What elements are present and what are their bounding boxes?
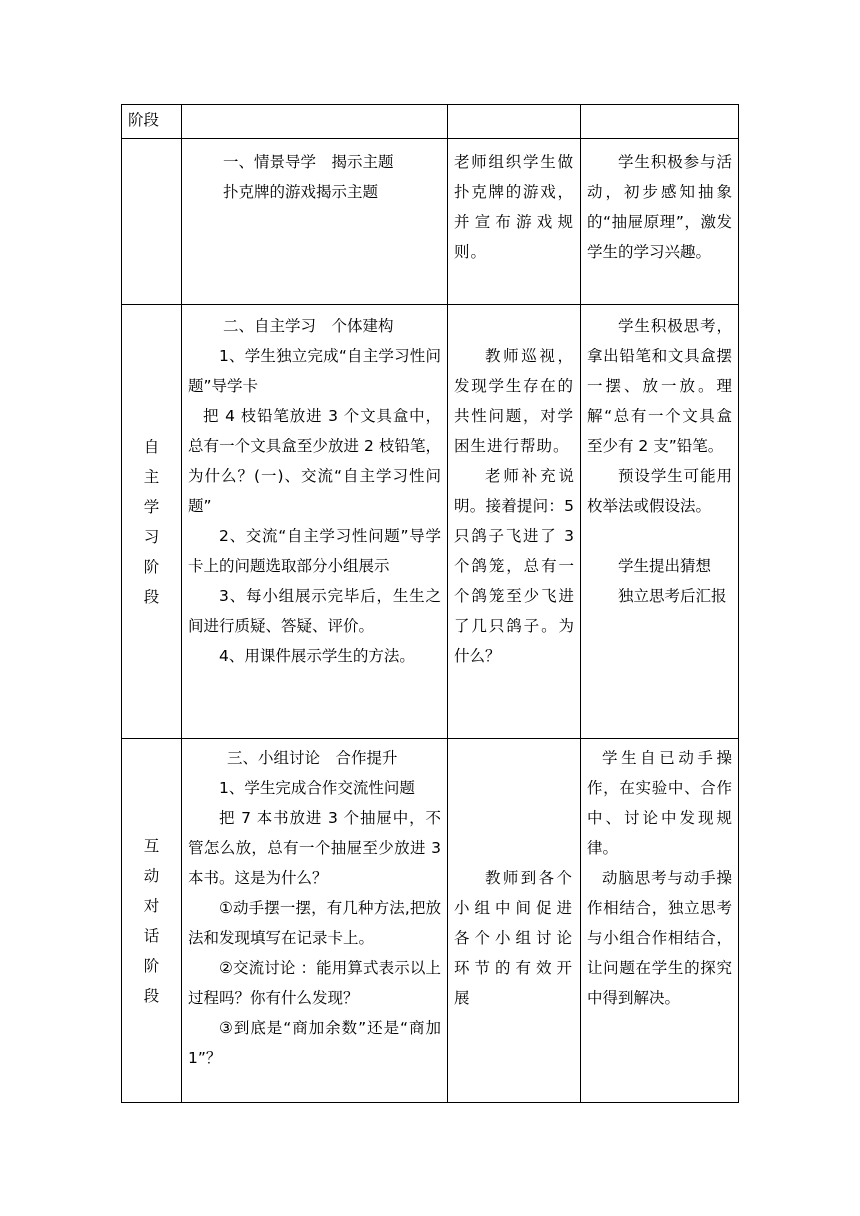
content-line: 1、学生完成合作交流性问题: [219, 779, 415, 797]
table-row: [122, 305, 739, 739]
section-heading: 三、小组讨论 合作提升: [227, 749, 398, 767]
teacher-cell: [448, 739, 581, 1103]
teacher-activity: 教师巡视，发现学生存在的共性问题，对学困生进行帮助。: [454, 347, 574, 455]
stage-cell: [122, 105, 182, 139]
teacher-activity: 老师补充说明。接着提问：5 只鸽子飞进了 3 个鸽笼，总有一个鸽笼至少飞进了几只鸽子。为什么？: [454, 467, 574, 665]
content-line: 2、交流“自主学习性问题”导学卡上的问题选取部分小组展示: [188, 527, 441, 575]
student-activity: 独立思考后汇报: [618, 587, 727, 605]
student-cell: [581, 305, 739, 739]
student-cell: [581, 139, 739, 305]
content-cell: [182, 739, 448, 1103]
student-activity: 学生积极思考，拿出铅笔和文具盒摆一摆、放一放。理解“总有一个文具盒至少有 2 支”铅笔。: [587, 317, 732, 455]
student-activity: 学生积极参与活动，初步感知抽象的“抽屉原理”，激发学生的学习兴趣。: [587, 153, 732, 261]
stage-cell: [122, 305, 182, 739]
content-line: 4、用课件展示学生的方法。: [219, 647, 415, 665]
student-activity: 学生自已动手操作，在实验中、合作中、讨论中发现规律。: [587, 749, 732, 857]
stage-cell: [122, 739, 182, 1103]
lesson-plan-table: [121, 104, 739, 1103]
teacher-cell: [448, 105, 581, 139]
content-line: ②交流讨论 ：能用算式表示以上过程吗？你有什么发现？: [188, 959, 441, 1007]
student-cell: [581, 739, 739, 1103]
stage-label: 阶段: [128, 111, 160, 129]
content-line: 把 7 本书放进 3 个抽屉中，不管怎么放，总有一个抽屉至少放进 3 本书。这是为什么？: [188, 809, 441, 887]
content-cell: [182, 139, 448, 305]
content-cell: [182, 305, 448, 739]
content-line: 1、学生独立完成“自主学习性问题”导学卡: [188, 347, 441, 395]
teacher-cell: [448, 139, 581, 305]
table-row: [122, 105, 739, 139]
stage-label: 自主学习阶段: [143, 437, 160, 606]
teacher-activity: 教师到各个小组中间促进各个小组讨论环节的有效开展: [454, 869, 574, 1007]
table-row: [122, 739, 739, 1103]
student-activity: 预设学生可能用枚举法或假设法。: [587, 467, 732, 515]
section-heading: 二、自主学习 个体建构: [223, 317, 394, 335]
student-cell: [581, 105, 739, 139]
content-line: ①动手摆一摆，有几种方法,把放法和发现填写在记录卡上。: [188, 899, 441, 947]
table-row: [122, 139, 739, 305]
content-line: 扑克牌的游戏揭示主题: [223, 183, 379, 201]
stage-cell: [122, 139, 182, 305]
teacher-cell: [448, 305, 581, 739]
content-line: 把 4 枝铅笔放进 3 个文具盒中，总有一个文具盒至少放进 2 枝铅笔，为什么？(一)、交流“自主学习性问题”: [188, 407, 441, 515]
stage-label: 互动对话阶段: [143, 836, 160, 1005]
student-activity: 学生提出猜想: [618, 557, 712, 575]
student-activity: 动脑思考与动手操作相结合，独立思考与小组合作相结合，让问题在学生的探究中得到解决。: [587, 869, 732, 1007]
content-line: ③到底是“商加余数”还是“商加 1”？: [188, 1019, 441, 1067]
content-line: 3、每小组展示完毕后，生生之间进行质疑、答疑、评价。: [188, 587, 441, 635]
teacher-activity: 老师组织学生做扑克牌的游戏，并宣布游戏规则。: [454, 153, 574, 261]
content-cell: [182, 105, 448, 139]
section-heading: 一、情景导学 揭示主题: [223, 153, 394, 171]
